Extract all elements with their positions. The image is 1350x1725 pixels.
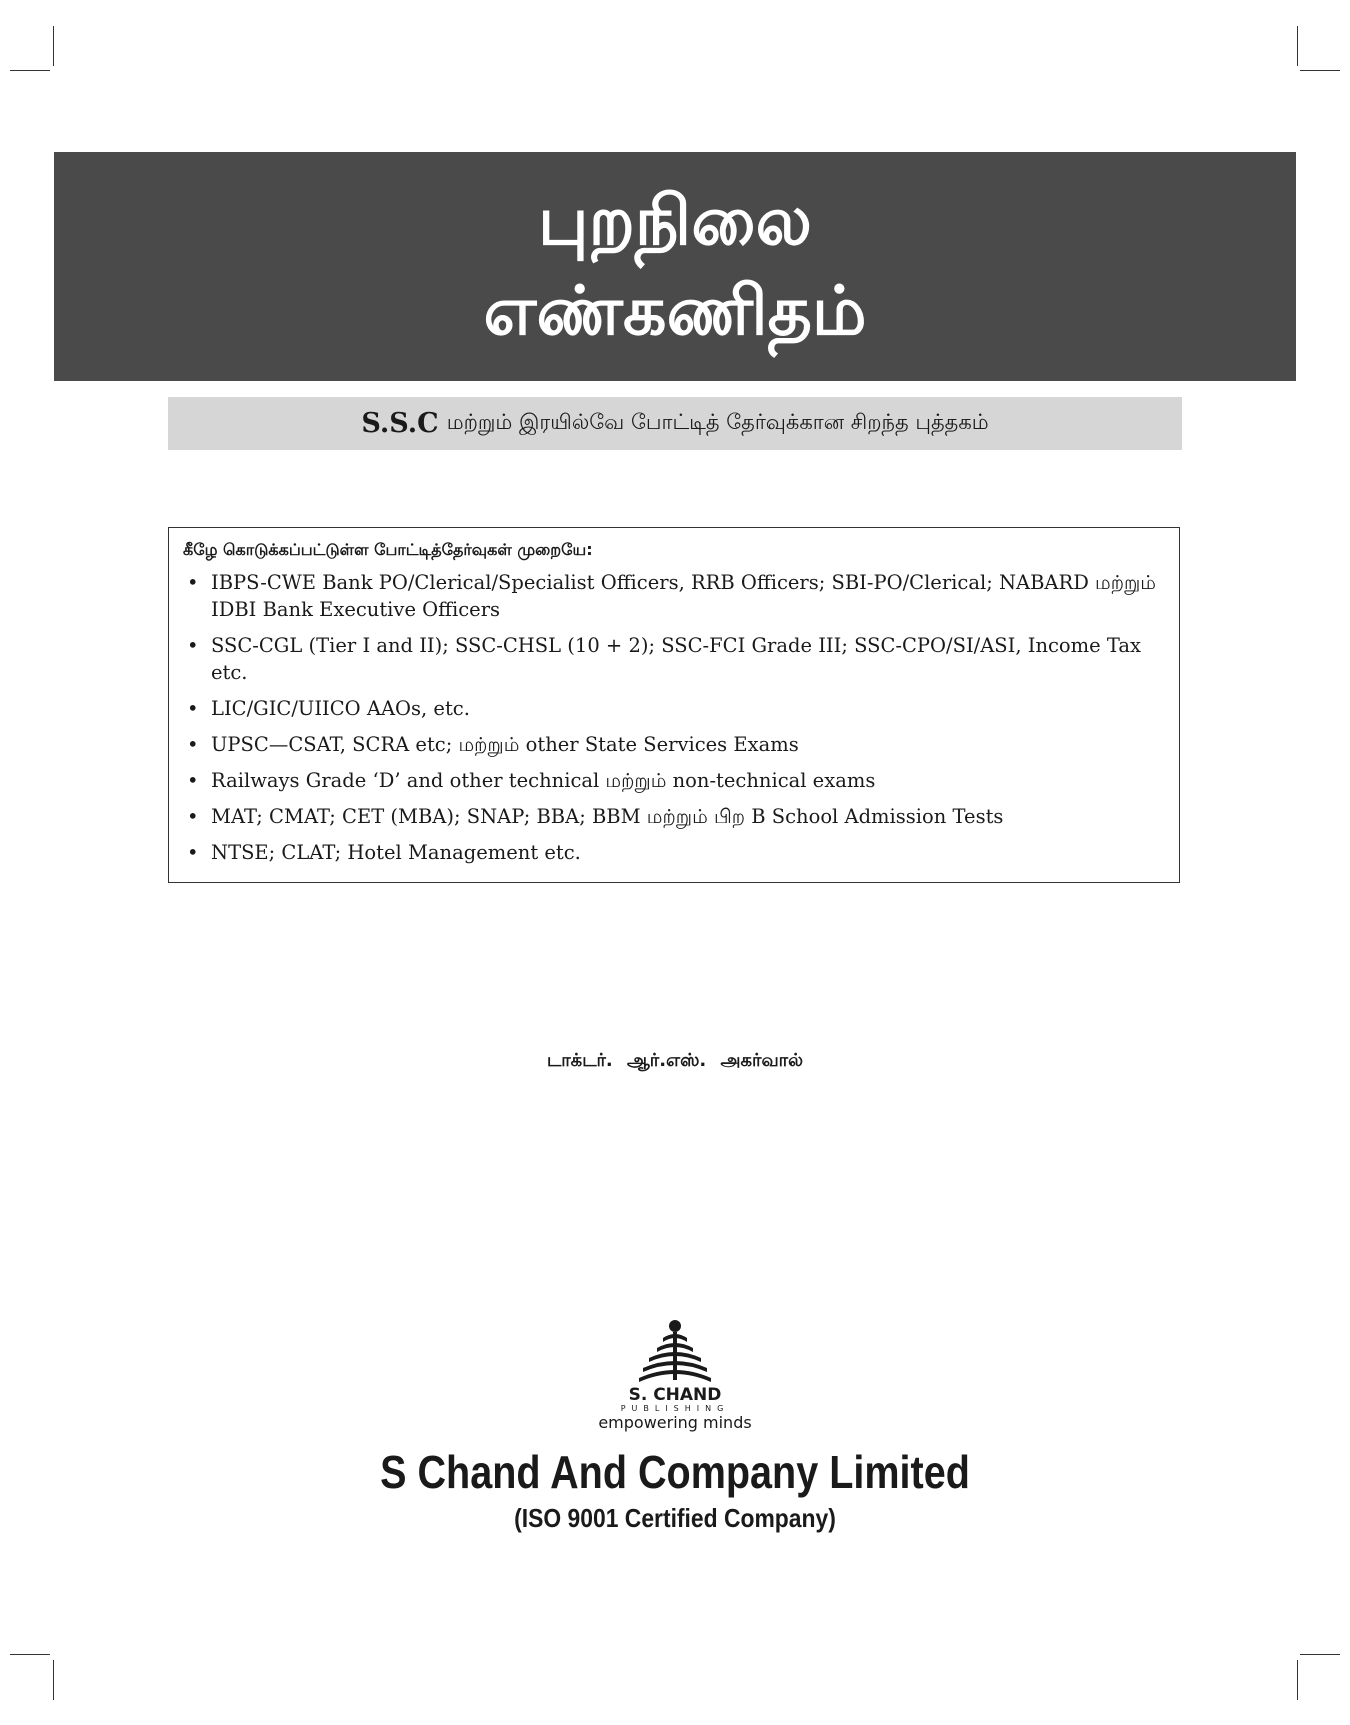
- list-item: [183, 803, 1167, 830]
- bullet-icon: •: [187, 805, 199, 828]
- bullet-icon: •: [187, 769, 199, 792]
- subtitle-text: மற்றும் இரயில்வே போட்டித் தேர்வுக்கான சிறந்த புத்தகம்: [446, 410, 989, 434]
- crop-mark-top-right-v: [1297, 26, 1298, 66]
- list-item-text: NTSE; CLAT; Hotel Management etc.: [211, 841, 581, 864]
- iso-certification: (ISO 9001 Certified Company): [514, 1503, 836, 1533]
- title-band: [54, 152, 1296, 381]
- logo-sub: PUBLISHING: [620, 1404, 730, 1413]
- bullet-icon: •: [187, 697, 199, 720]
- list-item: [183, 695, 1167, 722]
- logo-tagline: empowering minds: [598, 1413, 752, 1432]
- list-item-text: IBPS-CWE Bank PO/Clerical/Specialist Officers, RRB Officers; SBI-PO/Clerical; NABARD மற்றும் IDBI Bank Executive Officers: [211, 571, 1156, 621]
- list-item-text: Railways Grade ‘D’ and other technical மற்றும் non-technical exams: [211, 769, 876, 792]
- author-name: டாக்டர். ஆர்.எஸ். அகர்வால்: [546, 1050, 804, 1071]
- list-item-text: MAT; CMAT; CET (MBA); SNAP; BBA; BBM மற்றும் பிற B School Admission Tests: [211, 805, 1004, 828]
- title-line-2: எண்கணிதம்: [483, 271, 867, 351]
- crop-mark-bottom-left-h: [10, 1654, 50, 1655]
- list-item-text: UPSC—CSAT, SCRA etc; மற்றும் other State Services Exams: [211, 733, 799, 756]
- list-item-text: LIC/GIC/UIICO AAOs, etc.: [211, 697, 470, 720]
- subtitle-ssc: S.S.C: [361, 408, 439, 439]
- bullet-icon: •: [187, 571, 199, 594]
- list-item: [183, 569, 1167, 623]
- company-name: S Chand And Company Limited: [380, 1446, 970, 1498]
- exam-list: [183, 569, 1167, 866]
- bullet-icon: •: [187, 634, 199, 657]
- list-item: [183, 731, 1167, 758]
- crop-mark-bottom-right-v: [1297, 1660, 1298, 1700]
- list-item: [183, 839, 1167, 866]
- publisher-logo: [575, 1318, 775, 1432]
- crop-mark-bottom-right-h: [1300, 1654, 1340, 1655]
- bullet-icon: •: [187, 841, 199, 864]
- crop-mark-bottom-left-v: [53, 1660, 54, 1700]
- book-tree-icon: [635, 1318, 715, 1384]
- crop-mark-top-right-h: [1300, 70, 1340, 71]
- list-item: [183, 767, 1167, 794]
- exam-list-box: [168, 527, 1180, 883]
- list-item-text: SSC-CGL (Tier I and II); SSC-CHSL (10 + 2); SSC-FCI Grade III; SSC-CPO/SI/ASI, Income Tax etc.: [211, 634, 1142, 684]
- bullet-icon: •: [187, 733, 199, 756]
- crop-mark-top-left-v: [53, 26, 54, 66]
- logo-brand: S. CHAND: [628, 1385, 722, 1405]
- title-line-1: புறநிலை: [538, 181, 812, 261]
- exam-list-intro: கீழே கொடுக்கப்பட்டுள்ள போட்டித்தேர்வுகள் முறையே:: [183, 540, 593, 559]
- subtitle-bar: [168, 397, 1182, 450]
- crop-mark-top-left-h: [10, 70, 50, 71]
- list-item: [183, 632, 1167, 686]
